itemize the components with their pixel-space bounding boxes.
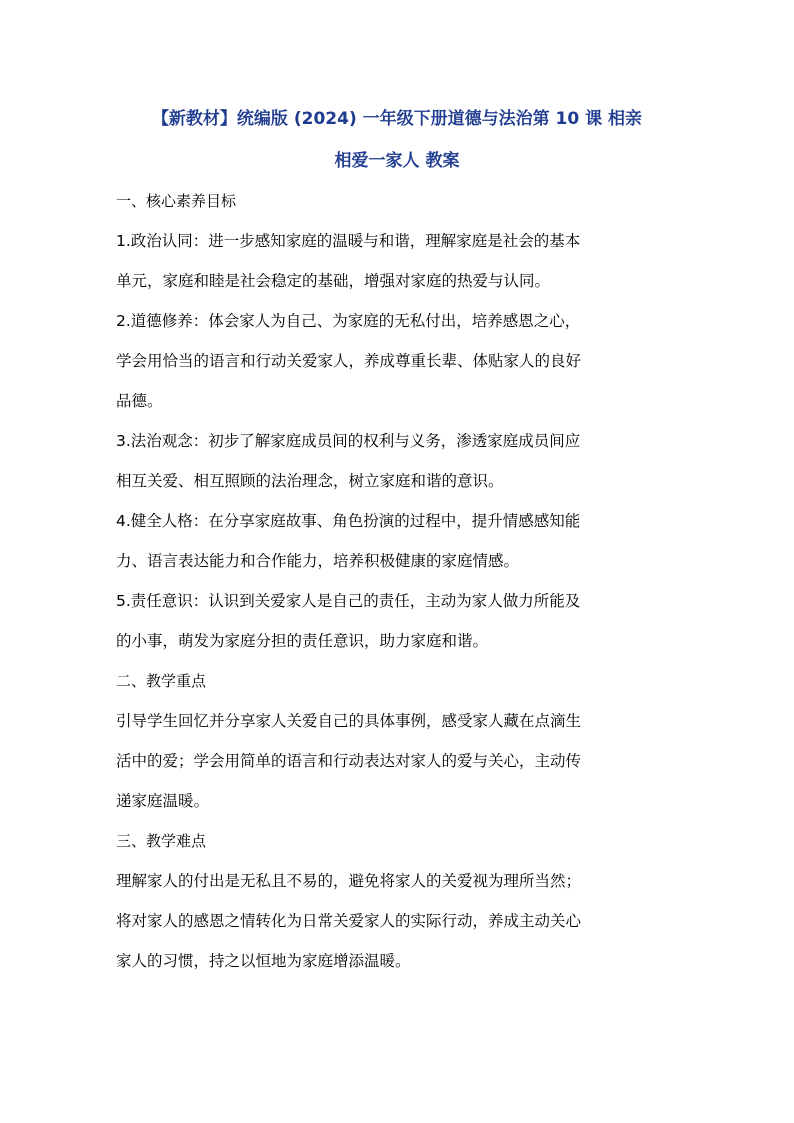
paragraph-line: 将对家人的感恩之情转化为日常关爱家人的实际行动，养成主动关心	[116, 912, 582, 930]
paragraph-line: 5.责任意识：认识到关爱家人是自己的责任，主动为家人做力所能及	[116, 592, 581, 610]
paragraph-line: 引导学生回忆并分享家人关爱自己的具体事例，感受家人藏在点滴生	[116, 712, 582, 730]
paragraph-moral-cultivation	[116, 301, 682, 421]
paragraph-line: 3.法治观念：初步了解家庭成员间的权利与义务，渗透家庭成员间应	[116, 432, 581, 450]
paragraph-line: 家人的习惯，持之以恒地为家庭增添温暖。	[116, 952, 411, 970]
paragraph-rule-of-law	[116, 421, 682, 501]
paragraph-line: 相互关爱、相互照顾的法治理念，树立家庭和谐的意识。	[116, 472, 504, 490]
paragraph-line: 递家庭温暖。	[116, 792, 210, 810]
heading-text: 一、核心素养目标	[116, 192, 237, 210]
paragraph-line: 学会用恰当的语言和行动关爱家人，养成尊重长辈、体贴家人的良好	[116, 352, 582, 370]
paragraph-line: 1.政治认同：进一步感知家庭的温暖与和谐，理解家庭是社会的基本	[116, 232, 581, 250]
heading-text: 三、教学难点	[116, 832, 207, 850]
paragraph-difficulties	[116, 861, 682, 981]
section-heading-key-points	[116, 661, 682, 701]
section-heading-core-goals	[116, 181, 682, 221]
paragraph-line: 力、语言表达能力和合作能力，培养积极健康的家庭情感。	[116, 552, 520, 570]
paragraph-key-points	[116, 701, 682, 821]
section-heading-difficulties	[116, 821, 682, 861]
paragraph-healthy-personality	[116, 501, 682, 581]
paragraph-line: 品德。	[116, 392, 163, 410]
paragraph-line: 的小事，萌发为家庭分担的责任意识，助力家庭和谐。	[116, 632, 489, 650]
heading-text: 二、教学重点	[116, 672, 207, 690]
paragraph-line: 理解家人的付出是无私且不易的，避免将家人的关爱视为理所当然；	[116, 872, 582, 890]
paragraph-political-identity	[116, 221, 682, 301]
paragraph-responsibility	[116, 581, 682, 661]
paragraph-line: 2.道德修养：体会家人为自己、为家庭的无私付出，培养感恩之心，	[116, 312, 581, 330]
document-title-line-1: 【新教材】统编版 (2024) 一年级下册道德与法治第 10 课 相亲	[151, 109, 643, 129]
paragraph-line: 单元，家庭和睦是社会稳定的基础，增强对家庭的热爱与认同。	[116, 272, 551, 290]
paragraph-line: 活中的爱；学会用简单的语言和行动表达对家人的爱与关心，主动传	[116, 752, 582, 770]
paragraph-line: 4.健全人格：在分享家庭故事、角色扮演的过程中，提升情感感知能	[116, 512, 581, 530]
document-title-line-2: 相爱一家人 教案	[334, 151, 460, 171]
document-body	[116, 181, 682, 981]
